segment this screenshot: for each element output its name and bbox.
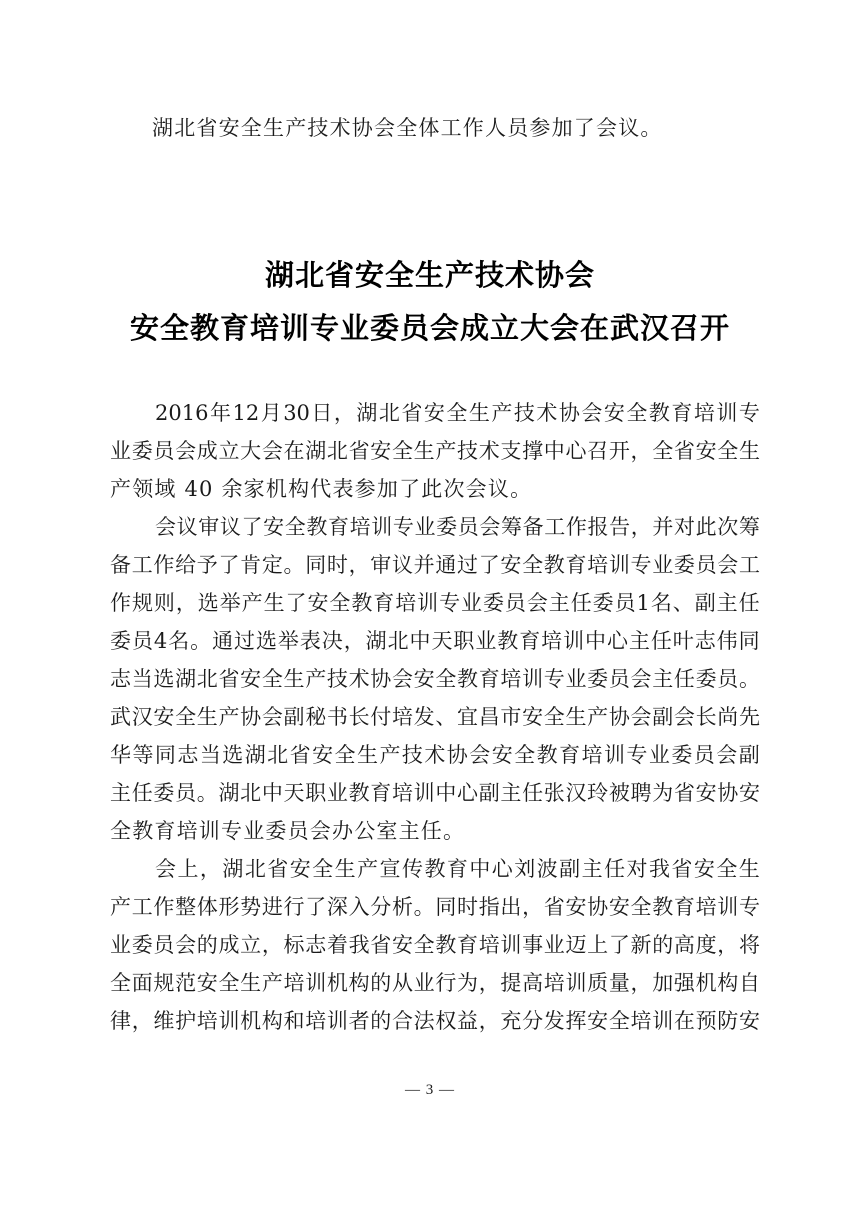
text-line: 律 ， 维 护 培 训 机 构 和 培 训 者 的 合 法 权 益 ， 充 分 发 挥 安 全 培 训 在 预 防 安 <box>110 1009 760 1033</box>
text-line: 业 委 员 会 成 立 大 会 在 湖 北 省 安 全 生 产 技 术 支 撑 中 心 召 开 ， 全 省 安 全 生 <box>110 439 760 463</box>
text-line: 会 上 ， 湖 北 省 安 全 生 产 宣 传 教 育 中 心 刘 波 副 主 任 对 我 省 安 全 生 <box>155 857 760 881</box>
text-line: 全教育培训专业委员会办公室主任。 <box>110 819 466 843</box>
text-line: 委 员 4 名 。 通 过 选 举 表 决 ， 湖 北 中 天 职 业 教 育 培 训 中 心 主 任 叶 志 伟 同 <box>110 629 760 653</box>
text-line: 2016 年 12 月 30 日 ， 湖 北 省 安 全 生 产 技 术 协 会 安 全 教 育 培 训 专 <box>155 401 760 425</box>
article-title-line-2: 安全教育培训专业委员会成立大会在武汉召开 <box>129 311 730 345</box>
page-number: — 3 — <box>405 1082 455 1098</box>
text-line: 华 等 同 志 当 选 湖 北 省 安 全 生 产 技 术 协 会 安 全 教 育 培 训 专 业 委 员 会 副 <box>110 743 760 767</box>
paragraph-1 <box>110 394 760 508</box>
article-body <box>110 394 760 1040</box>
text-line: 主 任 委 员 。 湖 北 中 天 职 业 教 育 培 训 中 心 副 主 任 张 汉 玲 被 聘 为 省 安 协 安 <box>110 781 760 805</box>
text-line: 业 委 员 会 的 成 立 ， 标 志 着 我 省 安 全 教 育 培 训 事 业 迈 上 了 新 的 高 度 ， 将 <box>110 933 760 957</box>
text-line: 志 当 选 湖 北 省 安 全 生 产 技 术 协 会 安 全 教 育 培 训 专 业 委 员 会 主 任 委 员 。 <box>110 667 760 691</box>
article-title-line-1: 湖北省安全生产技术协会 <box>264 258 595 292</box>
text-line: 武 汉 安 全 生 产 协 会 副 秘 书 长 付 培 发 、 宜 昌 市 安 全 生 产 协 会 副 会 长 尚 先 <box>110 705 760 729</box>
text-line: 产领域 40 余家机构代表参加了此次会议。 <box>110 477 533 501</box>
intro-sentence: 湖北省安全生产技术协会全体工作人员参加了会议。 <box>152 116 663 140</box>
text-line: 全 面 规 范 安 全 生 产 培 训 机 构 的 从 业 行 为 ， 提 高 培 训 质 量 ， 加 强 机 构 自 <box>110 971 760 995</box>
text-line: 备 工 作 给 予 了 肯 定 。 同 时 ， 审 议 并 通 过 了 安 全 教 育 培 训 专 业 委 员 会 工 <box>110 553 760 577</box>
text-line: 产 工 作 整 体 形 势 进 行 了 深 入 分 析 。 同 时 指 出 ， 省 安 协 安 全 教 育 培 训 专 <box>110 895 760 919</box>
paragraph-2 <box>110 508 760 850</box>
text-line: 作 规 则 ， 选 举 产 生 了 安 全 教 育 培 训 专 业 委 员 会 主 任 委 员 1 名 、 副 主 任 <box>110 591 760 615</box>
text-line: 会 议 审 议 了 安 全 教 育 培 训 专 业 委 员 会 筹 备 工 作 报 告 ， 并 对 此 次 筹 <box>155 515 760 539</box>
paragraph-3 <box>110 850 760 1040</box>
